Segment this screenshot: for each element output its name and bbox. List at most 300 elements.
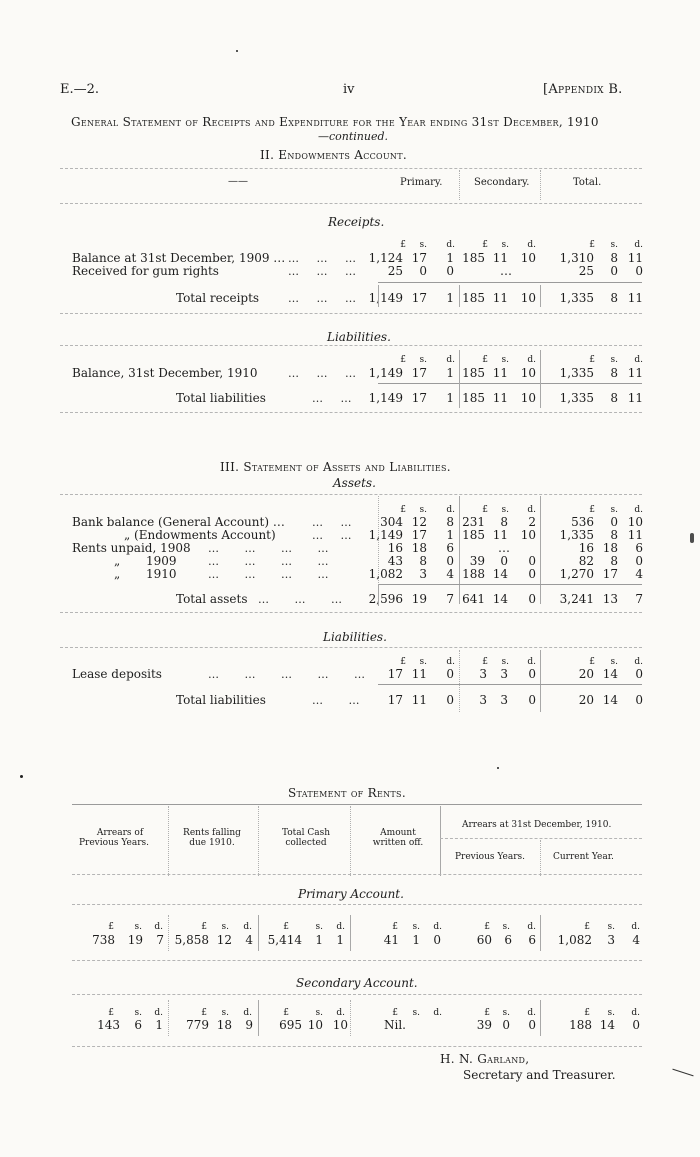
unit-pound: £: [584, 922, 590, 932]
col-divider: [459, 350, 460, 408]
total-shillings: 0: [610, 264, 618, 278]
primary-shillings: 11: [411, 667, 427, 681]
current-year-shillings: 14: [599, 1018, 615, 1032]
total-shillings: 8: [610, 366, 618, 380]
secondary-pounds: 3: [479, 693, 487, 707]
primary-shillings: 17: [411, 366, 427, 380]
current-year-pounds: 1,082: [557, 933, 592, 947]
col-divider: [378, 584, 379, 606]
secondary-shillings: 11: [492, 391, 508, 405]
unit-pound: £: [482, 657, 488, 667]
total-pence: 11: [627, 366, 643, 380]
primary-shillings: 12: [411, 515, 427, 529]
secondary-pence: 2: [528, 515, 536, 529]
row-label: „ 1909: [114, 554, 177, 568]
total-pence: 0: [635, 264, 643, 278]
unit-pound: £: [201, 1008, 207, 1018]
total-shillings: 8: [610, 291, 618, 305]
rule: [72, 904, 642, 905]
col-divider: [459, 170, 460, 200]
row-dots: … … …: [288, 292, 356, 305]
primary-pence: 0: [446, 693, 454, 707]
primary-pounds: 1,082: [368, 567, 403, 581]
col-divider: [540, 840, 541, 876]
rents-col-previous-years: Previous Years.: [455, 852, 525, 862]
falling-due-shillings: 12: [216, 933, 232, 947]
unit-pence: d.: [527, 240, 536, 250]
unit-pound: £: [400, 355, 406, 365]
primary-pence: 1: [446, 251, 454, 265]
row-label: „ (Endowments Account): [124, 528, 276, 542]
margin-mark: [690, 533, 694, 543]
total-pounds: 536: [571, 515, 594, 529]
unit-pence: d.: [154, 1008, 163, 1018]
row-label: Bank balance (General Account) …: [72, 515, 285, 529]
row-label: Total liabilities: [176, 693, 266, 707]
unit-shilling: s.: [315, 922, 323, 932]
primary-pounds: 43: [387, 554, 403, 568]
primary-shillings: 8: [419, 554, 427, 568]
unit-pence: d.: [634, 355, 643, 365]
row-label: Total receipts: [176, 291, 260, 305]
unit-pound: £: [482, 240, 488, 250]
rule: [72, 960, 642, 961]
primary-pounds: 25: [387, 264, 403, 278]
col-divider: [350, 806, 351, 876]
col-divider: [540, 1000, 541, 1036]
money-row: [0, 592, 700, 606]
unit-pence: d.: [527, 505, 536, 515]
total-pence: 10: [627, 515, 643, 529]
secondary-pence: 0: [528, 554, 536, 568]
unit-shilling: s.: [610, 355, 618, 365]
rule: [60, 203, 642, 204]
row-dots: … … … …: [208, 568, 329, 581]
money-row: [0, 541, 700, 555]
unit-shilling: s.: [412, 922, 420, 932]
unit-shilling: s.: [610, 505, 618, 515]
unit-pound: £: [108, 1008, 114, 1018]
unit-shilling: s.: [502, 922, 510, 932]
arrears-pounds: 738: [92, 933, 115, 947]
rents-heading: Statement of Rents.: [288, 786, 406, 800]
col-line: written off.: [372, 838, 424, 848]
rule: [60, 612, 642, 613]
row-dots: … …: [312, 529, 352, 542]
written-off-shillings: 1: [412, 933, 420, 947]
primary-pence: 4: [446, 567, 454, 581]
primary-pence: 8: [446, 515, 454, 529]
cash-pence: 10: [332, 1018, 348, 1032]
unit-pence: d.: [446, 355, 455, 365]
money-row: [0, 528, 700, 542]
signature-name: H. N. Garland,: [440, 1052, 530, 1066]
unit-shilling: s.: [607, 1008, 615, 1018]
rents-arrears-heading: Arrears at 31st December, 1910.: [462, 820, 612, 830]
unit-shilling: s.: [221, 922, 229, 932]
unit-shilling: s.: [501, 657, 509, 667]
money-row: [0, 391, 700, 405]
total-pounds: 1,335: [559, 528, 594, 542]
current-year-shillings: 3: [607, 933, 615, 947]
arrears-shillings: 19: [127, 933, 143, 947]
money-row: [0, 667, 700, 681]
col-divider: [350, 1000, 351, 1036]
unit-pound: £: [201, 922, 207, 932]
secondary-pounds: 185: [462, 391, 485, 405]
assets-statement-heading: III. Statement of Assets and Liabilities.: [220, 460, 451, 474]
unit-pence: d.: [634, 657, 643, 667]
current-year-pounds: 188: [569, 1018, 592, 1032]
col-divider: [540, 170, 541, 200]
money-row: [0, 693, 700, 707]
sum-rule: [378, 383, 642, 384]
total-pounds: 20: [578, 667, 594, 681]
primary-pence: 1: [446, 291, 454, 305]
total-pence: 11: [627, 291, 643, 305]
primary-pence: 7: [446, 592, 454, 606]
rule: [72, 804, 642, 805]
col-line: Rents falling: [183, 828, 241, 838]
secondary-pounds: 185: [462, 291, 485, 305]
col-line: collected: [285, 838, 327, 848]
sum-rule: [378, 684, 642, 685]
secondary-pence: 0: [528, 667, 536, 681]
unit-pound: £: [484, 1008, 490, 1018]
total-shillings: 8: [610, 391, 618, 405]
cash-pounds: 5,414: [267, 933, 302, 947]
primary-pounds: 16: [387, 541, 403, 555]
liabilities-heading: Liabilities.: [327, 330, 391, 344]
total-pence: 11: [627, 251, 643, 265]
primary-pence: 0: [446, 554, 454, 568]
total-pounds: 3,241: [559, 592, 594, 606]
endowments-heading: II. Endowments Account.: [260, 148, 407, 162]
row-dots: … …: [312, 392, 352, 405]
secondary-pence: 0: [528, 693, 536, 707]
col-divider: [350, 915, 351, 951]
primary-shillings: 17: [411, 528, 427, 542]
secondary-pounds: 185: [462, 366, 485, 380]
unit-pence: d.: [527, 355, 536, 365]
col-divider: [258, 915, 259, 951]
total-shillings: 8: [610, 554, 618, 568]
secondary-pence: 0: [528, 567, 536, 581]
total-pounds: 1,335: [559, 291, 594, 305]
previous-years-shillings: 0: [502, 1018, 510, 1032]
unit-pound: £: [392, 1008, 398, 1018]
primary-account-heading: Primary Account.: [298, 887, 404, 901]
unit-pound: £: [589, 505, 595, 515]
rents-col-falling-due: [182, 828, 242, 848]
total-pounds: 20: [578, 693, 594, 707]
unit-shilling: s.: [315, 1008, 323, 1018]
rule: [60, 647, 642, 648]
cash-pence: 1: [336, 933, 344, 947]
primary-pounds: 1,149: [368, 366, 403, 380]
rule: [72, 1046, 642, 1047]
primary-shillings: 18: [411, 541, 427, 555]
secondary-pence: 10: [520, 528, 536, 542]
money-row: [0, 264, 700, 278]
money-row: [0, 567, 700, 581]
unit-shilling: s.: [610, 657, 618, 667]
primary-shillings: 0: [419, 264, 427, 278]
total-shillings: 14: [602, 667, 618, 681]
total-pounds: 1,270: [559, 567, 594, 581]
cash-shillings: 1: [315, 933, 323, 947]
unit-shilling: s.: [419, 657, 427, 667]
unit-pound: £: [400, 505, 406, 515]
unit-pound: £: [283, 922, 289, 932]
row-label: Total assets: [176, 592, 248, 606]
primary-pounds: 1,149: [368, 391, 403, 405]
unit-pound: £: [283, 1008, 289, 1018]
previous-years-pounds: 39: [476, 1018, 492, 1032]
stray-mark: [497, 767, 499, 769]
secondary-shillings: 14: [492, 567, 508, 581]
money-row: [0, 554, 700, 568]
unit-shilling: s.: [610, 240, 618, 250]
primary-pounds: 1,124: [368, 251, 403, 265]
total-pounds: 1,335: [559, 366, 594, 380]
unit-shilling: s.: [501, 355, 509, 365]
unit-pence: d.: [336, 1008, 345, 1018]
unit-pound: £: [482, 505, 488, 515]
primary-pounds: 1,149: [368, 528, 403, 542]
unit-pound: £: [589, 355, 595, 365]
primary-shillings: 17: [411, 291, 427, 305]
written-off-nil: Nil.: [384, 1018, 406, 1032]
secondary-shillings: 3: [500, 693, 508, 707]
money-row: [0, 291, 700, 305]
unit-pence: d.: [336, 922, 345, 932]
cash-shillings: 10: [307, 1018, 323, 1032]
rule: [72, 874, 642, 875]
col-line: Amount: [380, 828, 416, 838]
header-ref: E.—2.: [60, 82, 100, 97]
primary-pounds: 17: [387, 693, 403, 707]
money-row: [0, 515, 700, 529]
secondary-pence: 10: [520, 366, 536, 380]
current-year-pence: 0: [632, 1018, 640, 1032]
total-pence: 6: [635, 541, 643, 555]
primary-shillings: 11: [411, 693, 427, 707]
unit-shilling: s.: [419, 240, 427, 250]
assets-heading: Assets.: [333, 476, 376, 490]
unit-pound: £: [482, 355, 488, 365]
rule: [60, 168, 642, 169]
arrears-pounds: 143: [97, 1018, 120, 1032]
row-dots: … … …: [288, 367, 356, 380]
unit-pound: £: [484, 922, 490, 932]
margin-mark: [672, 1069, 693, 1077]
unit-pound: £: [589, 240, 595, 250]
total-pence: 0: [635, 554, 643, 568]
primary-pounds: 304: [380, 515, 403, 529]
col-divider: [540, 285, 541, 307]
unit-pound: £: [589, 657, 595, 667]
stub-dash: ——: [228, 176, 248, 187]
secondary-shillings: 11: [492, 528, 508, 542]
col-divider: [540, 350, 541, 408]
primary-shillings: 17: [411, 391, 427, 405]
rule: [440, 838, 642, 839]
unit-pound: £: [392, 922, 398, 932]
unit-shilling: s.: [501, 505, 509, 515]
unit-shilling: s.: [419, 355, 427, 365]
rents-col-written-off: [368, 828, 428, 848]
col-line: due 1910.: [189, 838, 235, 848]
unit-pound: £: [108, 922, 114, 932]
col-divider: [258, 1000, 259, 1036]
rule: [60, 345, 642, 346]
col-divider: [459, 285, 460, 307]
secondary-pounds: 185: [462, 251, 485, 265]
col-divider: [168, 806, 169, 876]
falling-due-shillings: 18: [216, 1018, 232, 1032]
primary-pounds: 2,596: [368, 592, 403, 606]
secondary-shillings: 3: [500, 667, 508, 681]
stray-mark: [236, 50, 238, 52]
secondary-shillings: 11: [492, 291, 508, 305]
col-secondary: Secondary.: [474, 177, 530, 188]
secondary-empty: …: [500, 264, 512, 278]
unit-pence: d.: [631, 1008, 640, 1018]
signature-role: Secretary and Treasurer.: [463, 1068, 616, 1082]
col-divider: [440, 806, 441, 876]
col-divider: [258, 806, 259, 876]
rule: [72, 994, 642, 995]
primary-pounds: 1,149: [368, 291, 403, 305]
unit-pence: d.: [243, 922, 252, 932]
total-shillings: 0: [610, 515, 618, 529]
total-pounds: 16: [578, 541, 594, 555]
unit-shilling: s.: [419, 505, 427, 515]
secondary-pounds: 39: [469, 554, 485, 568]
arrears-shillings: 6: [134, 1018, 142, 1032]
unit-pound: £: [400, 657, 406, 667]
unit-shilling: s.: [412, 1008, 420, 1018]
rule: [60, 494, 642, 495]
unit-pound: £: [400, 240, 406, 250]
secondary-pounds: 185: [462, 528, 485, 542]
col-total: Total.: [573, 177, 602, 188]
sum-rule: [378, 282, 642, 283]
falling-due-pence: 4: [245, 933, 253, 947]
unit-shilling: s.: [134, 1008, 142, 1018]
col-divider: [168, 915, 169, 951]
money-row: [0, 366, 700, 380]
primary-shillings: 17: [411, 251, 427, 265]
secondary-pounds: 3: [479, 667, 487, 681]
row-dots: … … … …: [208, 555, 329, 568]
secondary-shillings: 11: [492, 366, 508, 380]
total-pence: 4: [635, 567, 643, 581]
page-title: General Statement of Receipts and Expenditure for the Year ending 31st December, 1910: [71, 115, 599, 129]
secondary-shillings: 11: [492, 251, 508, 265]
secondary-pounds: 231: [462, 515, 485, 529]
unit-pence: d.: [527, 922, 536, 932]
money-row: [0, 251, 700, 265]
row-label: Balance at 31st December, 1909 …: [72, 251, 286, 265]
secondary-pounds: 641: [462, 592, 485, 606]
total-pounds: 82: [578, 554, 594, 568]
total-shillings: 18: [602, 541, 618, 555]
secondary-pence: 10: [520, 251, 536, 265]
previous-years-shillings: 6: [504, 933, 512, 947]
total-pounds: 1,310: [559, 251, 594, 265]
row-label: Rents unpaid, 1908: [72, 541, 191, 555]
total-shillings: 8: [610, 528, 618, 542]
previous-years-pence: 0: [528, 1018, 536, 1032]
row-dots: … … …: [288, 265, 356, 278]
total-pence: 0: [635, 693, 643, 707]
previous-years-pounds: 60: [476, 933, 492, 947]
secondary-shillings: 8: [500, 515, 508, 529]
primary-pence: 6: [446, 541, 454, 555]
unit-pence: d.: [631, 922, 640, 932]
primary-pence: 1: [446, 528, 454, 542]
rule: [60, 313, 642, 314]
arrears-pence: 1: [155, 1018, 163, 1032]
stray-mark: [20, 775, 23, 778]
unit-pence: d.: [154, 922, 163, 932]
secondary-pence: 0: [528, 592, 536, 606]
secondary-account-heading: Secondary Account.: [296, 976, 418, 990]
sum-rule: [378, 584, 642, 585]
secondary-pounds: 188: [462, 567, 485, 581]
secondary-pence: 10: [520, 291, 536, 305]
liabilities-heading: Liabilities.: [323, 630, 387, 644]
rents-col-cash: [276, 828, 336, 848]
total-pounds: 25: [578, 264, 594, 278]
col-primary: Primary.: [400, 177, 443, 188]
primary-pounds: 17: [387, 667, 403, 681]
header-appendix: [Appendix B.: [543, 82, 623, 97]
unit-pence: d.: [433, 922, 442, 932]
unit-pence: d.: [527, 1008, 536, 1018]
row-dots: … … … … …: [208, 668, 365, 681]
row-dots: … … …: [288, 252, 356, 265]
row-label: Lease deposits: [72, 667, 162, 681]
primary-shillings: 19: [411, 592, 427, 606]
falling-due-pounds: 5,858: [174, 933, 209, 947]
falling-due-pounds: 779: [186, 1018, 209, 1032]
unit-pence: d.: [527, 657, 536, 667]
col-line: Previous Years.: [79, 838, 149, 848]
row-dots: … …: [312, 694, 360, 707]
unit-shilling: s.: [501, 240, 509, 250]
row-label: Received for gum rights: [72, 264, 219, 278]
unit-pence: d.: [634, 240, 643, 250]
unit-pound: £: [584, 1008, 590, 1018]
secondary-shillings: 14: [492, 592, 508, 606]
falling-due-pence: 9: [245, 1018, 253, 1032]
rule: [60, 412, 642, 413]
total-pence: 11: [627, 528, 643, 542]
col-line: Arrears of: [96, 828, 144, 838]
total-pence: 11: [627, 391, 643, 405]
total-shillings: 17: [602, 567, 618, 581]
current-year-pence: 4: [632, 933, 640, 947]
rents-col-current-year: Current Year.: [553, 852, 614, 862]
row-label: Total liabilities: [176, 391, 266, 405]
previous-years-pence: 6: [528, 933, 536, 947]
cash-pounds: 695: [279, 1018, 302, 1032]
col-divider: [168, 1000, 169, 1036]
row-dots: … …: [312, 516, 352, 529]
